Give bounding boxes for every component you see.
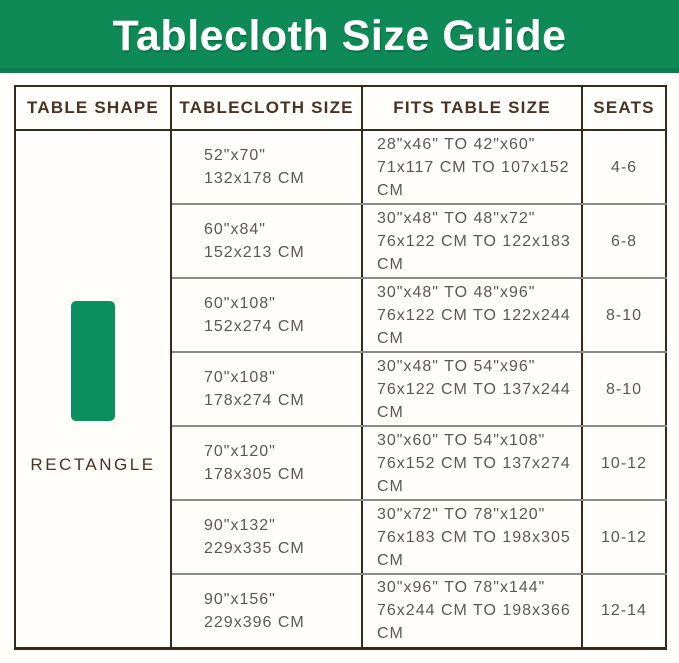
size-inches: 90"x156" [204,590,276,608]
seats-cell: 12-14 [582,574,666,648]
fits-cm: 76x244 CM TO 198x366 CM [377,602,571,643]
seats-cell: 6-8 [582,204,666,278]
column-header-seats: SEATS [582,86,666,130]
size-inches: 60"x84" [204,221,266,238]
column-header-fits-table-size: FITS TABLE SIZE [362,86,582,130]
column-header-tablecloth-size: TABLECLOTH SIZE [171,86,362,130]
fits-inches: 30"x96" TO 78"x144" [377,579,546,597]
size-inches: 70"x108" [204,369,276,386]
seats-cell: 8-10 [582,352,666,426]
tablecloth-size-cell [171,204,362,278]
size-inches: 60"x108" [204,295,276,312]
fits-table-size-cell [362,204,582,278]
tablecloth-size-cell [171,574,362,648]
size-cm: 229x396 CM [204,613,305,631]
size-inches: 90"x132" [204,517,276,534]
fits-inches: 28"x46" TO 42"x60" [377,135,536,153]
fits-table-size-cell [362,278,582,352]
tablecloth-size-cell [171,352,362,426]
fits-table-size-cell [362,130,582,204]
size-cm: 178x274 CM [204,392,305,409]
seats-cell: 8-10 [582,278,666,352]
tablecloth-size-cell [171,278,362,352]
fits-inches: 30"x48" TO 48"x96" [377,283,536,301]
fits-cm: 76x152 CM TO 137x274 CM [377,454,571,495]
size-cm: 132x178 CM [204,170,305,187]
size-inches: 52"x70" [204,147,266,164]
fits-inches: 30"x60" TO 54"x108" [377,431,546,449]
fits-cm: 71x117 CM TO 107x152 CM [377,158,570,199]
tablecloth-size-cell [171,426,362,500]
seats-cell: 10-12 [582,426,666,500]
fits-cm: 76x122 CM TO 122x183 CM [377,232,571,273]
fits-table-size-cell [362,574,582,648]
size-guide [14,85,665,650]
size-cm: 152x274 CM [204,318,305,335]
size-cm: 229x335 CM [204,540,305,557]
seats-cell: 4-6 [582,130,666,204]
rectangle-shape-icon [71,301,115,421]
tablecloth-size-cell [171,130,362,204]
column-header-table-shape: TABLE SHAPE [15,86,171,130]
fits-table-size-cell [362,500,582,574]
fits-inches: 30"x48" TO 48"x72" [377,209,536,227]
fits-table-size-cell [362,426,582,500]
size-inches: 70"x120" [204,443,276,460]
header-row [15,86,666,130]
size-cm: 178x305 CM [204,466,305,483]
page-title: Tablecloth Size Guide [112,12,567,60]
fits-inches: 30"x72" TO 78"x120" [377,505,546,523]
title-banner [0,0,679,73]
fits-cm: 76x183 CM TO 198x305 CM [377,528,571,569]
fits-cm: 76x122 CM TO 137x244 CM [377,380,571,421]
table-row [15,130,666,204]
shape-cell [15,130,171,648]
seats-cell: 10-12 [582,500,666,574]
shape-label: RECTANGLE [30,455,156,475]
size-cm: 152x213 CM [204,244,305,261]
size-guide-table [14,85,667,650]
fits-cm: 76x122 CM TO 122x244 CM [377,306,571,347]
fits-inches: 30"x48" TO 54"x96" [377,357,536,375]
fits-table-size-cell [362,352,582,426]
tablecloth-size-cell [171,500,362,574]
